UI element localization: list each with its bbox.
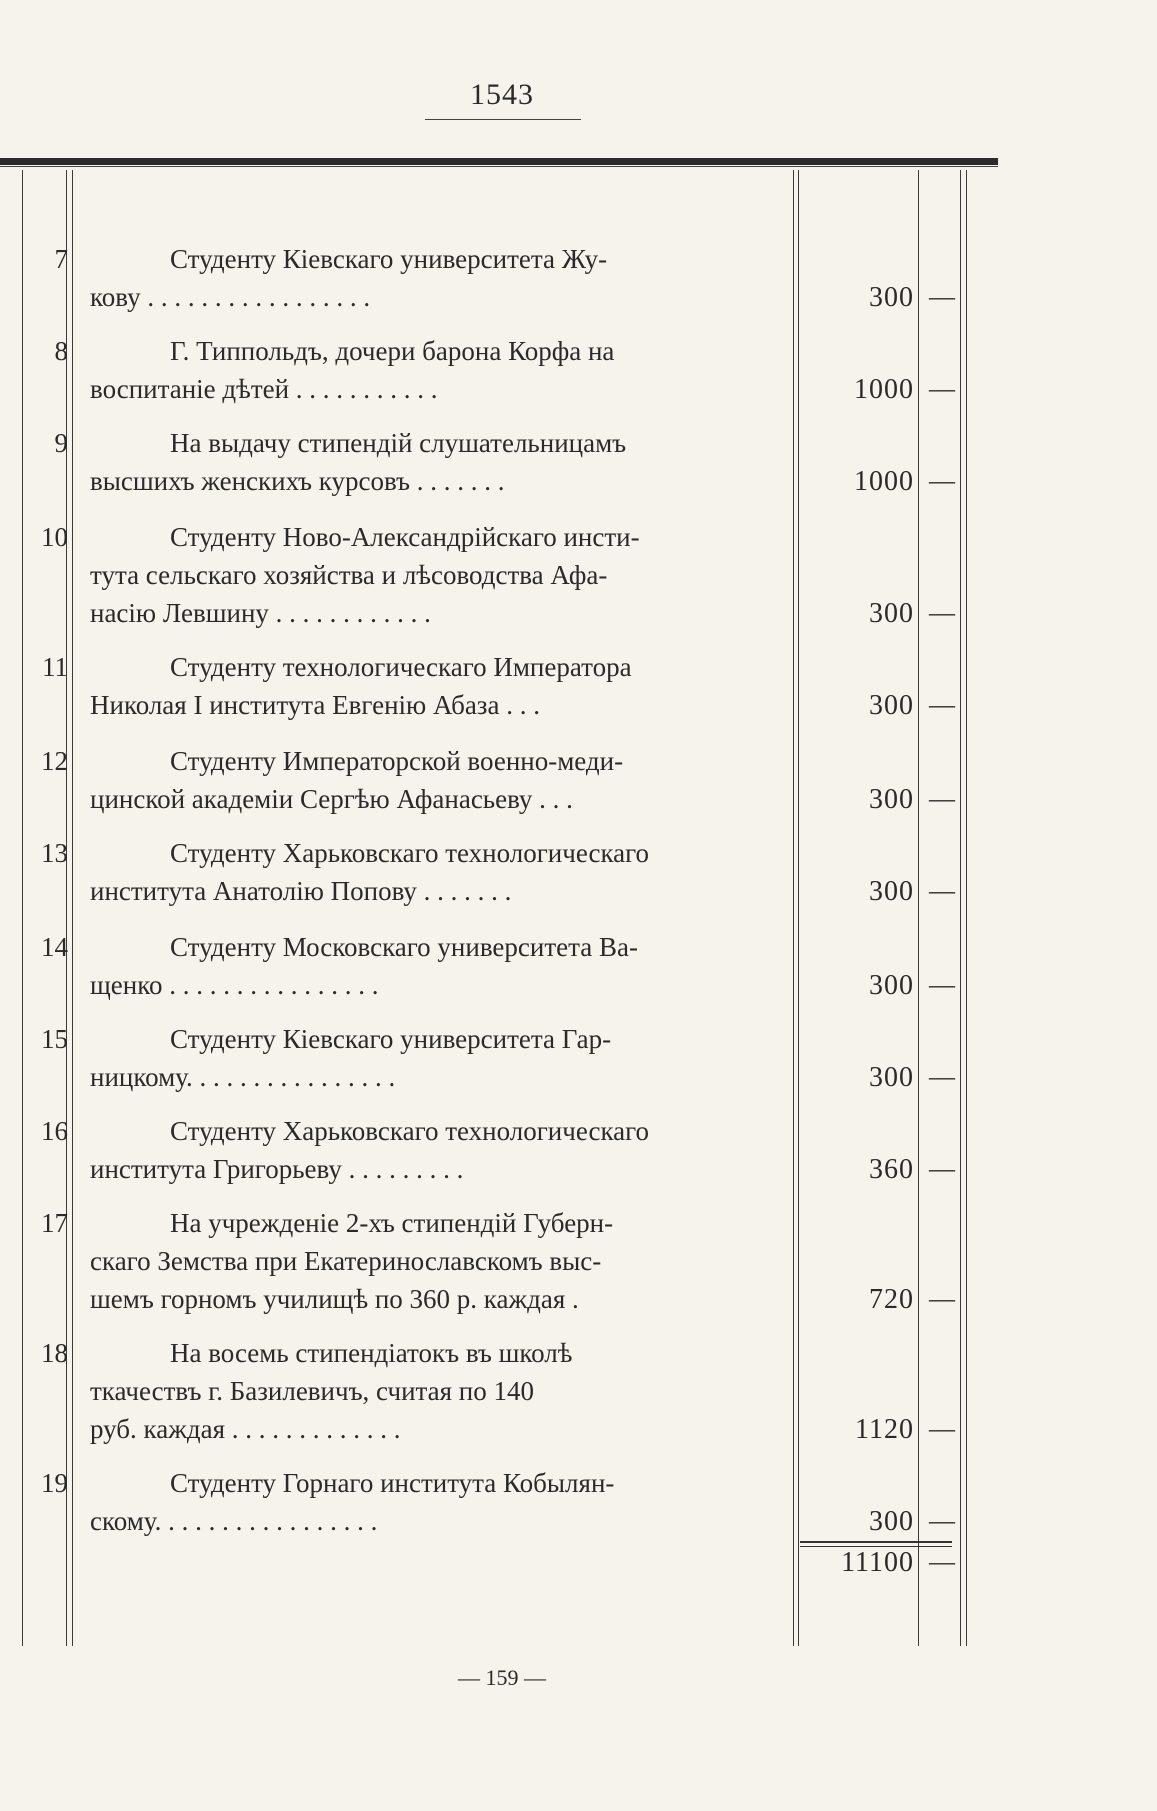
entry-number: 13 xyxy=(41,838,68,868)
entry-number: 14 xyxy=(41,932,68,962)
entry-amount: 720 xyxy=(869,1284,914,1315)
entry-text-line: Г. Типпольдъ, дочери барона Корфа на xyxy=(170,336,615,366)
entry-text-line: Николая I института Евгенію Абаза . . . xyxy=(90,690,540,720)
entry-text xyxy=(90,648,774,724)
entry-dash: — xyxy=(929,598,955,627)
entry-amount: 1000 xyxy=(854,466,914,497)
entry-text-line: На учрежденіе 2-хъ стипендій Губерн- xyxy=(170,1208,614,1238)
column-line xyxy=(798,170,799,1646)
entry-text-line: Студенту Кіевскаго университета Гар- xyxy=(170,1024,612,1054)
column-line xyxy=(918,170,919,1646)
column-line xyxy=(966,170,967,1646)
column-line xyxy=(960,170,961,1646)
entry-number: 19 xyxy=(41,1468,68,1498)
entry-text-line: кову . . . . . . . . . . . . . . . . . xyxy=(90,282,371,312)
entry-amount: 300 xyxy=(869,690,914,721)
entry-text-line: Студенту технологическаго Императора xyxy=(170,652,632,682)
column-line xyxy=(72,170,73,1646)
entry-amount: 300 xyxy=(869,1062,914,1093)
heavy-rule-secondary xyxy=(0,166,998,167)
entry-dash: — xyxy=(929,466,955,495)
entry-dash: — xyxy=(929,1154,955,1183)
entry-number: 7 xyxy=(54,244,68,274)
entry-amount: 300 xyxy=(869,876,914,907)
entry-number: 10 xyxy=(41,522,68,552)
entry-number: 9 xyxy=(54,428,68,458)
entry-number: 12 xyxy=(41,746,68,776)
entry-text-line: Студенту Горнаго института Кобылян- xyxy=(170,1468,615,1498)
entry-text xyxy=(90,332,774,408)
entry-text-line: шемъ горномъ училищѣ по 360 р. каждая . xyxy=(90,1284,579,1314)
entry-text xyxy=(90,1464,774,1540)
entry-number: 16 xyxy=(41,1116,68,1146)
entry-dash: — xyxy=(929,1414,955,1443)
entry-amount: 360 xyxy=(869,1154,914,1185)
entry-amount: 300 xyxy=(869,784,914,815)
entry-amount: 300 xyxy=(869,598,914,629)
entry-dash: — xyxy=(929,374,955,403)
entry-number: 15 xyxy=(41,1024,68,1054)
page-number-top: 1543 xyxy=(470,78,534,111)
total-rule xyxy=(800,1541,952,1543)
total-amount: 11100 xyxy=(841,1547,914,1578)
heavy-rule xyxy=(0,158,998,165)
entry-text-line: ткачествъ г. Базилевичъ, считая по 140 xyxy=(90,1376,534,1406)
entry-dash: — xyxy=(929,1062,955,1091)
column-line xyxy=(66,170,67,1646)
entry-text-line: руб. каждая . . . . . . . . . . . . . xyxy=(90,1414,401,1444)
entry-text-line: Студенту Харьковскаго технологическаго xyxy=(170,838,650,868)
entry-dash: — xyxy=(929,784,955,813)
entry-number: 8 xyxy=(54,336,68,366)
entry-text-line: института Григорьеву . . . . . . . . . xyxy=(90,1154,464,1184)
entry-text-line: скому. . . . . . . . . . . . . . . . . xyxy=(90,1506,378,1536)
entry-amount: 1000 xyxy=(854,374,914,405)
entry-text-line: института Анатолію Попову . . . . . . . xyxy=(90,876,512,906)
entry-text-line: Студенту Харьковскаго технологическаго xyxy=(170,1116,650,1146)
entry-amount: 1120 xyxy=(855,1414,914,1445)
entry-text xyxy=(90,1204,774,1318)
entry-text-line: Студенту Московскаго университета Ва- xyxy=(170,932,638,962)
entry-text-line: Студенту Ново-Александрійскаго инсти- xyxy=(170,522,640,552)
entry-text xyxy=(90,1112,774,1188)
entry-text xyxy=(90,928,774,1004)
entry-text xyxy=(90,834,774,910)
entry-dash: — xyxy=(929,970,955,999)
entry-amount: 300 xyxy=(869,282,914,313)
entry-text-line: воспитаніе дѣтей . . . . . . . . . . . xyxy=(90,374,438,404)
entry-text-line: скаго Земства при Екатеринославскомъ выс- xyxy=(90,1246,602,1276)
page-number-bottom: — 159 — xyxy=(458,1665,546,1690)
entry-dash: — xyxy=(929,1506,955,1535)
total-dash: — xyxy=(929,1547,955,1576)
entry-text-line: цинской академіи Сергѣю Афанасьеву . . . xyxy=(90,784,573,814)
entry-text-line: щенко . . . . . . . . . . . . . . . . xyxy=(90,970,379,1000)
entry-text-line: На выдачу стипендій слушательницамъ xyxy=(170,428,627,458)
column-line xyxy=(793,170,794,1646)
entry-text xyxy=(90,1334,774,1448)
entry-text xyxy=(90,518,774,632)
entry-text-line: высшихъ женскихъ курсовъ . . . . . . . xyxy=(90,466,505,496)
entry-number: 17 xyxy=(41,1208,68,1238)
entry-number: 18 xyxy=(41,1338,68,1368)
entry-amount: 300 xyxy=(869,970,914,1001)
entry-text xyxy=(90,1020,774,1096)
column-line xyxy=(22,170,23,1646)
entry-text-line: Студенту Кіевскаго университета Жу- xyxy=(170,244,608,274)
entry-dash: — xyxy=(929,876,955,905)
entry-text xyxy=(90,742,774,818)
top-underline xyxy=(425,119,581,120)
entry-text xyxy=(90,424,774,500)
entry-text-line: насію Левшину . . . . . . . . . . . . xyxy=(90,598,431,628)
entry-dash: — xyxy=(929,690,955,719)
entry-text-line: Студенту Императорской военно-меди- xyxy=(170,746,624,776)
entry-number: 11 xyxy=(42,652,68,682)
entry-dash: — xyxy=(929,282,955,311)
entry-dash: — xyxy=(929,1284,955,1313)
entry-amount: 300 xyxy=(869,1506,914,1537)
entry-text-line: На восемь стипендіатокъ въ школѣ xyxy=(170,1338,573,1368)
entry-text xyxy=(90,240,774,316)
entry-text-line: тута сельскаго хозяйства и лѣсоводства Афа- xyxy=(90,560,608,590)
entry-text-line: ницкому. . . . . . . . . . . . . . . . xyxy=(90,1062,396,1092)
